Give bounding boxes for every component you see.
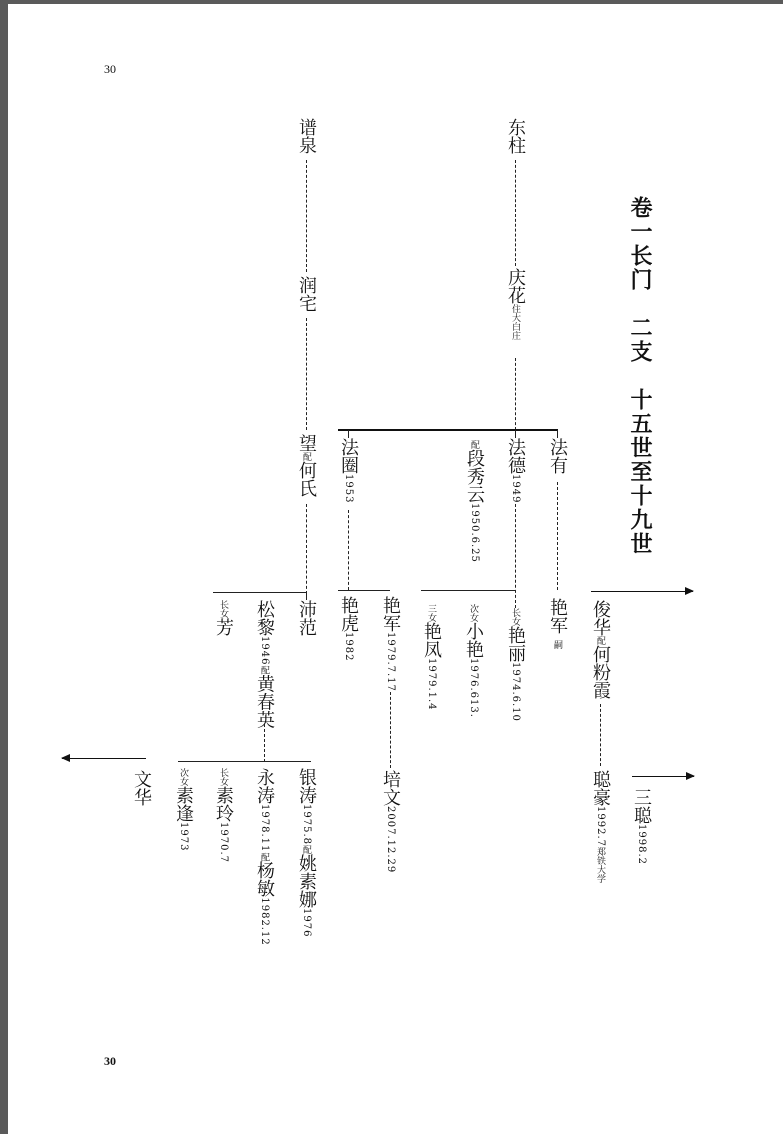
person-pei-wen: 培文2007.12.29 — [380, 770, 401, 874]
sibling-bracket — [421, 590, 516, 591]
person-dong-zhu: 东柱 — [505, 118, 526, 154]
person-cong-hao: 聪豪1992.7郑铁大学 — [590, 770, 611, 883]
person-song-li: 松黎1946配黄春英 — [254, 600, 275, 729]
person-qing-hua: 庆花住大白庄 — [505, 268, 526, 340]
lineage-line — [306, 318, 307, 430]
lineage-line — [306, 592, 307, 600]
person-yan-hu: 艳虎1982 — [338, 596, 359, 662]
sibling-bracket — [178, 761, 311, 762]
person-pu-quan: 谱泉 — [296, 118, 317, 154]
person-fa-de: 法德1949 — [505, 438, 526, 504]
continuation-arrow-left — [62, 758, 146, 759]
page-number-bottom: 30 — [104, 1054, 116, 1068]
person-yan-jun-a: 艳军1979.7.17 — [380, 596, 401, 692]
lineage-line — [348, 510, 349, 590]
person-su-feng: 次女素逢1973 — [173, 768, 194, 852]
person-wen-hua: 文华 — [131, 770, 152, 806]
lineage-line — [390, 692, 391, 768]
sibling-bracket — [213, 592, 307, 593]
person-yan-feng: 三女艳凤1979.1.4 — [421, 604, 442, 711]
lineage-line — [515, 430, 516, 438]
person-yong-tao: 永涛1978.11配杨敏1982.12 — [254, 768, 275, 946]
person-wang: 望配何氏 — [296, 434, 317, 497]
lineage-line — [306, 160, 307, 272]
continuation-arrow-right — [632, 776, 694, 777]
person-su-ling: 长女素玲1970.7 — [213, 768, 234, 863]
person-jun-hua: 俊华配何粉霞 — [590, 600, 611, 699]
lineage-line — [306, 504, 307, 594]
person-yan-li: 长女艳丽1974.6.10 — [505, 608, 526, 722]
person-fa-you: 法有 — [547, 438, 568, 474]
lineage-line — [515, 504, 516, 608]
lineage-line — [348, 430, 349, 438]
person-yin-tao: 银涛1975.8配姚素娜1976 — [296, 768, 317, 938]
person-run-zhai: 润宅 — [296, 276, 317, 312]
lineage-line — [515, 160, 516, 266]
continuation-arrow-right — [591, 591, 693, 592]
page-title: 卷一长门 二支 十五世至十九世 — [627, 196, 652, 556]
lineage-line — [600, 704, 601, 766]
lineage-line — [557, 482, 558, 590]
sibling-bracket — [338, 590, 390, 591]
sibling-bracket — [338, 429, 558, 431]
person-san-cong: 三聪1998.2 — [631, 788, 652, 865]
lineage-line — [557, 430, 558, 438]
person-pei-fan: 沛范 — [296, 600, 317, 636]
person-fa-quan: 法圈1953 — [338, 438, 359, 504]
page-number-top: 30 — [104, 62, 116, 76]
document-page — [8, 4, 783, 1134]
lineage-line — [515, 358, 516, 430]
person-fang: 长女芳 — [213, 600, 234, 636]
lineage-line — [264, 724, 265, 762]
person-yan-jun-b: 艳军嗣 — [547, 598, 568, 649]
person-xiao-yan: 次女小艳1976.613. — [463, 604, 484, 718]
person-fa-de-spouse: 配段秀云1950.6.25 — [464, 440, 485, 563]
